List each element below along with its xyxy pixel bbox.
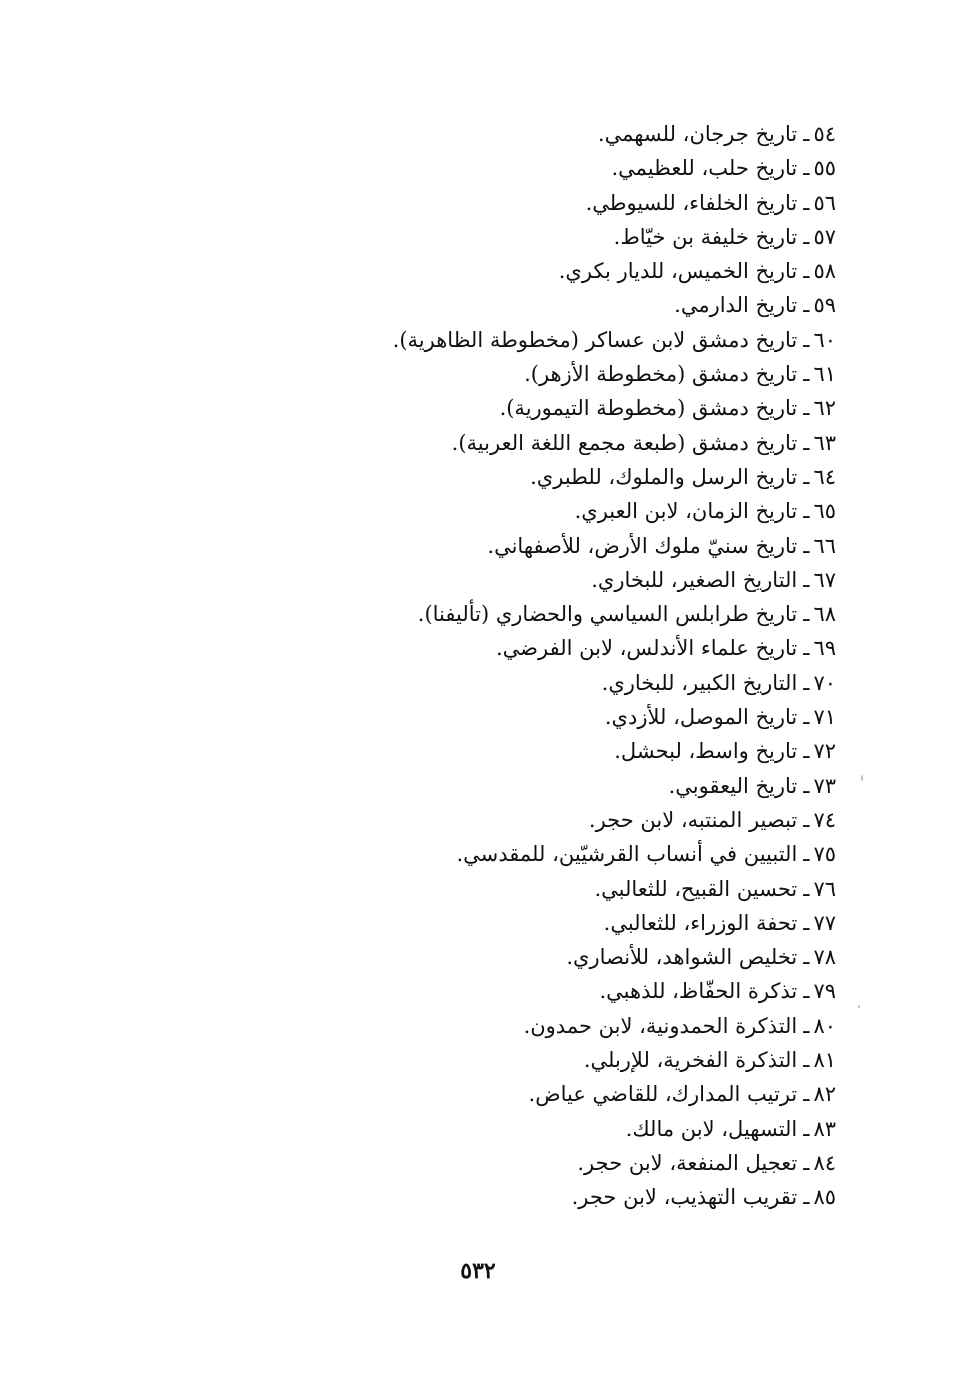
list-item — [276, 597, 836, 631]
list-item — [276, 1112, 836, 1146]
entry-title: تاريخ جرجان، للسهمي. — [597, 122, 798, 146]
entry-title: تاريخ طرابلس السياسي والحضاري (تأليفنا). — [417, 602, 798, 627]
entry-dash: ـ — [803, 773, 810, 798]
entry-title: تاريخ خليفة بن خيّاط. — [613, 224, 798, 249]
entry-number: ٧٢ — [813, 739, 836, 764]
list-item — [276, 254, 836, 288]
page-number: ٥٣٢ — [460, 1258, 496, 1284]
entry-title: تاريخ علماء الأندلس، لابن الفرضي. — [496, 636, 798, 661]
bibliography-list — [276, 117, 836, 1215]
entry-dash: ـ — [803, 1048, 810, 1073]
list-item — [276, 151, 836, 185]
list-item — [276, 288, 836, 322]
entry-title: تاريخ الخلفاء، للسيوطي. — [585, 190, 798, 215]
entry-number: ٨٤ — [813, 1150, 836, 1175]
entry-number: ٦٧ — [813, 567, 836, 592]
entry-number: ٦٦ — [813, 533, 836, 558]
list-item — [276, 1146, 836, 1180]
list-item — [276, 666, 836, 700]
entry-number: ٧٩ — [813, 979, 836, 1004]
list-item — [276, 357, 836, 391]
entry-dash: ـ — [803, 910, 810, 935]
list-item — [276, 734, 836, 768]
entry-title: تبصير المنتبه، لابن حجر. — [588, 807, 798, 832]
entry-title: تقريب التهذيب، لابن حجر. — [571, 1185, 798, 1210]
list-item — [276, 323, 836, 357]
list-item — [276, 769, 836, 803]
entry-dash: ـ — [803, 945, 810, 970]
list-item — [276, 220, 836, 254]
list-item — [276, 460, 836, 494]
entry-title: تحفة الوزراء، للثعالبي. — [603, 910, 798, 935]
list-item — [276, 391, 836, 425]
entry-number: ٧٣ — [813, 773, 836, 798]
list-item — [276, 906, 836, 940]
list-item — [276, 494, 836, 528]
entry-title: تاريخ حلب، للعظيمي. — [611, 156, 798, 181]
entry-number: ٦٠ — [813, 327, 836, 352]
entry-title: التاريخ الكبير، للبخاري. — [601, 670, 798, 695]
entry-number: ٧٠ — [813, 670, 836, 695]
entry-title: تحسين القبيح، للثعالبي. — [594, 876, 798, 901]
entry-number: ٦٤ — [813, 464, 836, 489]
entry-number: ٧١ — [813, 705, 836, 730]
entry-dash: ـ — [803, 842, 810, 867]
entry-number: ٥٨ — [813, 259, 836, 284]
entry-dash: ـ — [803, 705, 810, 730]
entry-title: تاريخ الخميس، للديار بكري. — [558, 259, 798, 284]
list-item — [276, 872, 836, 906]
entry-number: ٦٩ — [813, 636, 836, 661]
entry-title: التبيين في أنساب القرشيّين، للمقدسي. — [456, 842, 798, 867]
entry-number: ٧٧ — [813, 910, 836, 935]
entry-title: تعجيل المنفعة، لابن حجر. — [577, 1150, 798, 1175]
entry-title: تاريخ دمشق (مخطوطة التيمورية). — [499, 396, 798, 421]
entry-dash: ـ — [803, 156, 810, 181]
entry-number: ٦١ — [813, 362, 836, 387]
entry-dash: ـ — [803, 259, 810, 284]
list-item — [276, 117, 836, 151]
entry-number: ٥٦ — [813, 190, 836, 215]
entry-dash: ـ — [803, 430, 810, 455]
list-item — [276, 563, 836, 597]
entry-dash: ـ — [803, 739, 810, 764]
entry-dash: ـ — [803, 224, 810, 249]
entry-title: تاريخ دمشق (مخطوطة الأزهر). — [524, 362, 798, 387]
entry-dash: ـ — [803, 1116, 810, 1141]
entry-dash: ـ — [803, 396, 810, 421]
entry-number: ٦٣ — [813, 430, 836, 455]
entry-dash: ـ — [803, 807, 810, 832]
scan-speck — [858, 1005, 860, 1008]
list-item — [276, 529, 836, 563]
entry-dash: ـ — [803, 1013, 810, 1038]
entry-title: تاريخ واسط، لبحشل. — [614, 739, 798, 764]
entry-dash: ـ — [803, 533, 810, 558]
entry-dash: ـ — [803, 979, 810, 1004]
list-item — [276, 974, 836, 1008]
entry-dash: ـ — [803, 327, 810, 352]
entry-number: ٥٩ — [813, 293, 836, 318]
entry-title: تذكرة الحفّاظ، للذهبي. — [599, 979, 798, 1004]
list-item — [276, 700, 836, 734]
entry-title: تاريخ الزمان، لابن العبري. — [574, 499, 798, 524]
entry-number: ٦٥ — [813, 499, 836, 524]
entry-title: تاريخ الدارمي. — [674, 293, 798, 318]
entry-title: التذكرة الفخرية، للإربلي. — [583, 1048, 798, 1073]
list-item — [276, 803, 836, 837]
entry-dash: ـ — [803, 1082, 810, 1107]
entry-title: ترتيب المدارك، للقاضي عياض. — [528, 1082, 798, 1107]
entry-dash: ـ — [803, 464, 810, 489]
entry-title: التذكرة الحمدونية، لابن حمدون. — [523, 1013, 798, 1038]
entry-number: ٨٥ — [813, 1185, 836, 1210]
list-item — [276, 940, 836, 974]
entry-dash: ـ — [803, 122, 810, 146]
entry-number: ٥٤ — [813, 122, 836, 146]
entry-number: ٧٥ — [813, 842, 836, 867]
entry-title: التاريخ الصغير، للبخاري. — [591, 567, 798, 592]
entry-dash: ـ — [803, 636, 810, 661]
list-item — [276, 186, 836, 220]
entry-title: تاريخ الموصل، للأزدي. — [604, 705, 798, 730]
list-item — [276, 631, 836, 665]
entry-dash: ـ — [803, 293, 810, 318]
list-item — [276, 837, 836, 871]
list-item — [276, 426, 836, 460]
entry-number: ٦٨ — [813, 602, 836, 627]
entry-dash: ـ — [803, 670, 810, 695]
entry-number: ٧٦ — [813, 876, 836, 901]
entry-number: ٧٨ — [813, 945, 836, 970]
entry-number: ٥٥ — [813, 156, 836, 181]
entry-number: ٦٢ — [813, 396, 836, 421]
entry-dash: ـ — [803, 1185, 810, 1210]
entry-dash: ـ — [803, 1150, 810, 1175]
entry-title: تاريخ سنيّ ملوك الأرض، للأصفهاني. — [487, 533, 798, 558]
entry-number: ٨٠ — [813, 1013, 836, 1038]
list-item — [276, 1077, 836, 1111]
entry-title: تخليص الشواهد، للأنصاري. — [566, 945, 798, 970]
entry-number: ٨١ — [813, 1048, 836, 1073]
entry-number: ٧٤ — [813, 807, 836, 832]
list-item — [276, 1043, 836, 1077]
entry-title: التسهيل، لابن مالك. — [625, 1116, 798, 1141]
entry-number: ٨٣ — [813, 1116, 836, 1141]
entry-number: ٥٧ — [813, 224, 836, 249]
entry-dash: ـ — [803, 499, 810, 524]
scan-speck — [861, 775, 863, 781]
entry-dash: ـ — [803, 567, 810, 592]
list-item — [276, 1180, 836, 1214]
entry-title: تاريخ الرسل والملوك، للطبري. — [530, 464, 798, 489]
entry-dash: ـ — [803, 362, 810, 387]
entry-title: تاريخ دمشق لابن عساكر (مخطوطة الظاهرية). — [392, 327, 798, 352]
entry-dash: ـ — [803, 190, 810, 215]
entry-dash: ـ — [803, 876, 810, 901]
list-item — [276, 1009, 836, 1043]
entry-number: ٨٢ — [813, 1082, 836, 1107]
entry-title: تاريخ دمشق (طبعة مجمع اللغة العربية). — [451, 430, 798, 455]
entry-dash: ـ — [803, 602, 810, 627]
entry-title: تاريخ اليعقوبي. — [668, 773, 798, 798]
